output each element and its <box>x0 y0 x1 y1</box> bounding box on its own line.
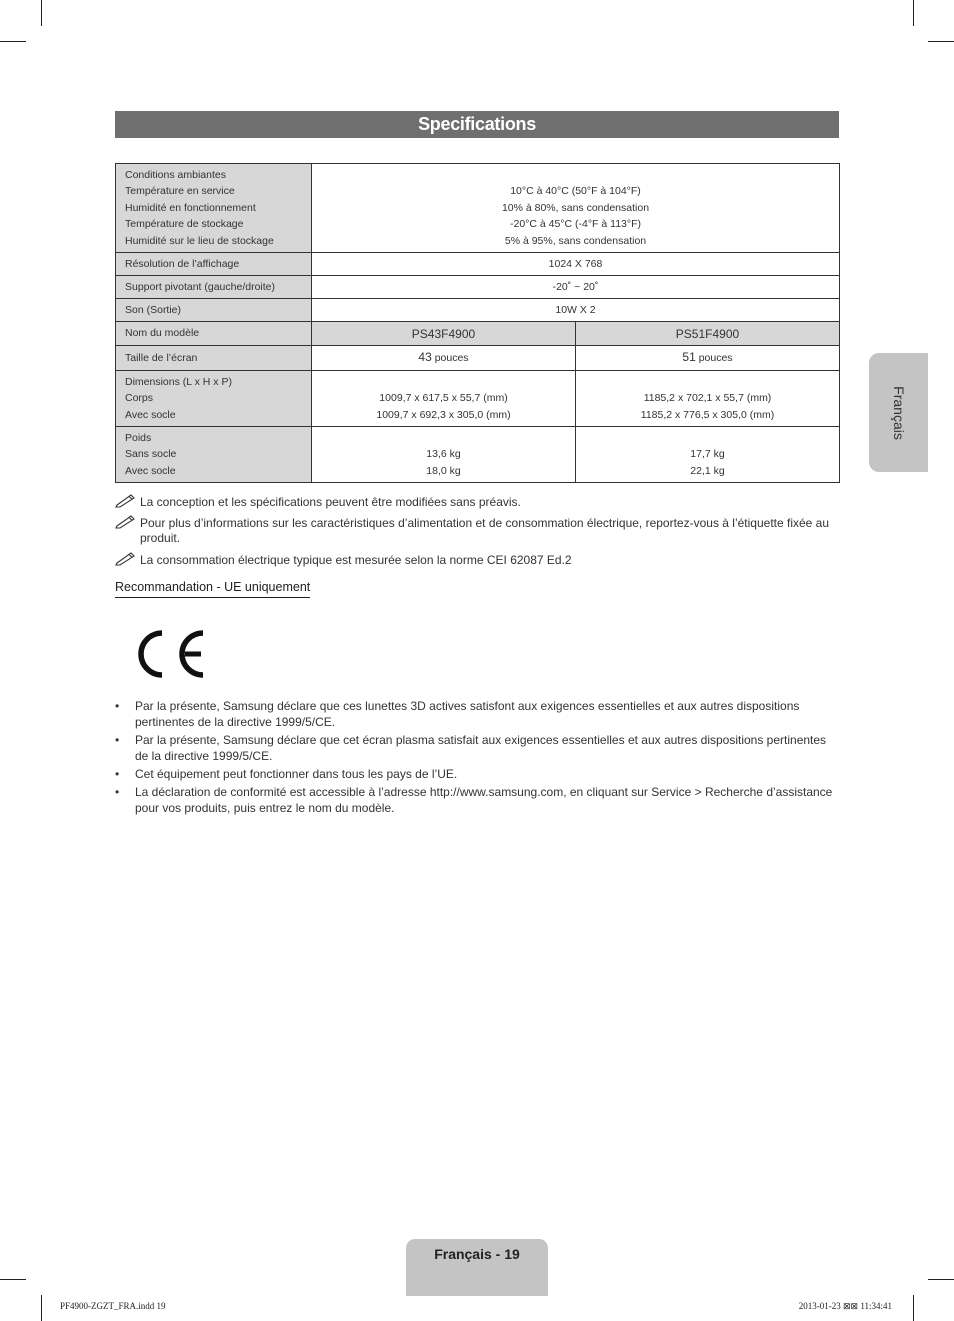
language-tab-label: Français <box>890 385 907 440</box>
pencil-icon <box>115 513 137 529</box>
bullet-list <box>115 698 841 818</box>
env-label: Humidité sur le lieu de stockage <box>125 234 274 247</box>
table-row <box>116 164 840 253</box>
weight-value-1 <box>312 427 576 483</box>
model-label: Nom du modèle <box>116 322 312 346</box>
dim-value: 1009,7 x 692,3 x 305,0 (mm) <box>376 408 511 421</box>
dim-label: Corps <box>125 392 154 405</box>
list-item <box>115 732 841 764</box>
pencil-icon <box>115 550 137 566</box>
env-label: Humidité en fonctionnement <box>125 201 256 214</box>
screen-size-number: 43 <box>418 350 432 365</box>
crop-mark <box>913 0 914 26</box>
model-name-1: PS43F4900 <box>312 322 576 346</box>
table-row <box>116 427 840 483</box>
resolution-value: 1024 X 768 <box>312 253 840 276</box>
note <box>115 553 845 568</box>
weight-value: 13,6 kg <box>426 448 461 461</box>
swivel-value: -20˚ ~ 20˚ <box>312 276 840 299</box>
page-number-tab <box>406 1239 548 1296</box>
crop-mark <box>928 1279 954 1280</box>
dim-heading: Dimensions (L x H x P) <box>125 375 232 388</box>
crop-mark <box>0 1279 26 1280</box>
weight-value: 17,7 kg <box>690 448 725 461</box>
crop-mark <box>41 0 42 26</box>
weight-value: 18,0 kg <box>426 464 461 477</box>
sound-value: 10W X 2 <box>312 299 840 322</box>
note <box>115 516 845 546</box>
list-item-text: Par la présente, Samsung déclare que ces lunettes 3D actives satisfont aux exigences essentielles et aux autres dispositions pertinentes de la directive 1999/5/CE. <box>135 699 800 729</box>
env-label: Température en service <box>125 185 235 198</box>
dim-value: 1185,2 x 702,1 x 55,7 (mm) <box>643 392 772 405</box>
sound-label: Son (Sortie) <box>116 299 312 322</box>
note <box>115 495 845 510</box>
screen-size-number: 51 <box>682 350 696 365</box>
env-value: 10% à 80%, sans condensation <box>501 201 650 214</box>
environment-value-cell <box>312 164 840 253</box>
list-item <box>115 698 841 730</box>
page-title: Specifications <box>115 111 839 138</box>
list-item <box>115 784 841 816</box>
model-name-2: PS51F4900 <box>576 322 840 346</box>
environment-label-cell <box>116 164 312 253</box>
page-number-label: Français - 19 <box>434 1246 520 1262</box>
footer-filename: PF4900-ZGZT_FRA.indd 19 <box>60 1301 166 1311</box>
env-value: -20°C à 45°C (-4°F à 113°F) <box>510 218 641 231</box>
crop-mark <box>928 41 954 42</box>
note-text: Pour plus d’informations sur les caractéristiques d’alimentation et de consommation électrique, reportez-vous à l’étiquette fixée au produit. <box>140 516 830 545</box>
bullet-dot: • <box>115 767 120 781</box>
dim-label: Avec socle <box>125 408 176 421</box>
language-tab <box>869 353 928 472</box>
spec-table <box>115 163 840 483</box>
crop-mark <box>0 41 26 42</box>
note-text: La consommation électrique typique est mesurée selon la norme CEI 62087 Ed.2 <box>140 553 572 567</box>
table-row <box>116 276 840 299</box>
recommendation-heading: Recommandation - UE uniquement <box>115 580 310 598</box>
table-row <box>116 346 840 371</box>
swivel-label: Support pivotant (gauche/droite) <box>116 276 312 299</box>
crop-mark <box>913 1295 914 1321</box>
env-value: 5% à 95%, sans condensation <box>504 234 647 247</box>
weight-label: Sans socle <box>125 448 177 461</box>
screen-size-unit: pouces <box>434 352 469 365</box>
resolution-label: Résolution de l’affichage <box>116 253 312 276</box>
note-text: La conception et les spécifications peuvent être modifiées sans préavis. <box>140 495 521 509</box>
weight-value: 22,1 kg <box>690 464 725 477</box>
screen-label: Taille de l’écran <box>116 346 312 371</box>
bullet-dot: • <box>115 785 120 799</box>
dimensions-value-1 <box>312 371 576 427</box>
list-item-text: Cet équipement peut fonctionner dans tous les pays de l’UE. <box>135 767 458 781</box>
list-item <box>115 766 841 782</box>
table-row <box>116 253 840 276</box>
env-value: 10°C à 40°C (50°F à 104°F) <box>510 185 641 198</box>
ce-mark-logo <box>130 628 206 680</box>
screen-size-2 <box>576 346 840 371</box>
table-row <box>116 371 840 427</box>
bullet-dot: • <box>115 699 120 713</box>
footer-timestamp: 2013-01-23 ⊠⊠ 11:34:41 <box>798 1301 892 1311</box>
screen-size-unit: pouces <box>698 352 733 365</box>
pencil-icon <box>115 492 137 508</box>
weight-label: Avec socle <box>125 464 176 477</box>
table-row <box>116 299 840 322</box>
weight-label-cell <box>116 427 312 483</box>
screen-size-1 <box>312 346 576 371</box>
weight-value-2 <box>576 427 840 483</box>
dimensions-value-2 <box>576 371 840 427</box>
list-item-text: Par la présente, Samsung déclare que cet écran plasma satisfait aux exigences essentielles et aux autres dispositions pertinentes de la directive 1999/5/CE. <box>135 733 827 763</box>
table-row <box>116 322 840 346</box>
dim-value: 1009,7 x 617,5 x 55,7 (mm) <box>379 392 508 405</box>
dimensions-label-cell <box>116 371 312 427</box>
dim-value: 1185,2 x 776,5 x 305,0 (mm) <box>640 408 775 421</box>
bullet-dot: • <box>115 733 120 747</box>
env-label: Température de stockage <box>125 218 244 231</box>
weight-heading: Poids <box>125 431 152 444</box>
crop-mark <box>41 1295 42 1321</box>
env-heading: Conditions ambiantes <box>125 168 226 181</box>
list-item-text: La déclaration de conformité est accessible à l’adresse http://www.samsung.com, en cliquant sur Service > Recherche d’assistance pour vos produits, puis entrez le nom du modèle. <box>135 785 833 815</box>
